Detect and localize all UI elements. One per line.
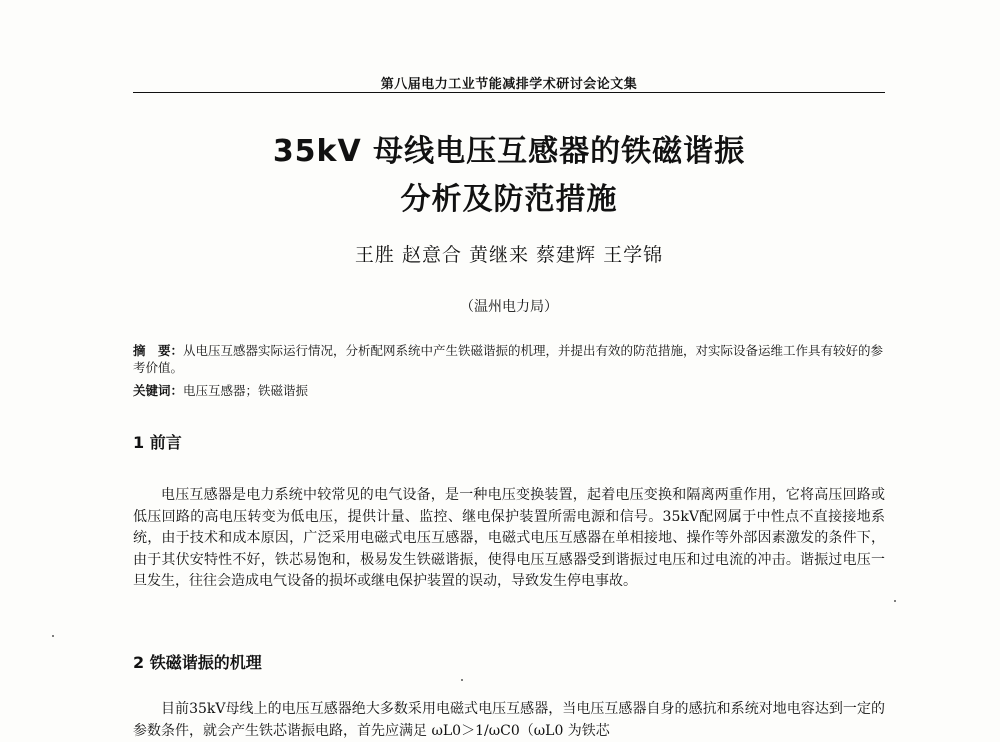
- section-paragraph-introduction: 电压互感器是电力系统中较常见的电气设备，是一种电压变换装置，起着电压变换和隔离两重作用，它将高压回路或低压回路的高电压转变为低电压，提供计量、监控、继电保护装置所需电源和信号。35kV配网属于中性点不直接接地系统，由于技术和成本原因，广泛采用电磁式电压互感器，电磁式电压互感器在单相接地、操作等外部因素激发的条件下，由于其伏安特性不好，铁芯易饱和，极易发生铁磁谐振，使得电压互感器受到谐振过电压和过电流的冲击。谐振过电压一旦发生，往往会造成电气设备的损坏或继电保护装置的误动，导致发生停电事故。: [133, 487, 885, 589]
- keywords-label: 关键词：: [133, 383, 184, 398]
- header-rule: [133, 92, 885, 93]
- affiliation: （温州电力局）: [460, 299, 558, 315]
- paper-title-line-2: 分析及防范措施: [400, 182, 618, 217]
- scan-speck: [461, 679, 463, 681]
- keywords-text: 电压互感器；铁磁谐振: [183, 383, 309, 398]
- abstract: [133, 342, 885, 376]
- section-heading-introduction: 1 前言: [133, 433, 182, 452]
- section-paragraph-mechanism: 目前35kV母线上的电压互感器绝大多数采用电磁式电压互感器，当电压互感器自身的感抗和系统对地电容达到一定的参数条件，就会产生铁芯谐振电路，首先应满足 ωL0＞1/ωC0（ωL0 为铁芯: [133, 701, 885, 739]
- authors: 王胜 赵意合 黄继来 蔡建辉 王学锦: [354, 244, 664, 266]
- keywords: [133, 382, 885, 399]
- running-header: 第八届电力工业节能减排学术研讨会论文集: [380, 77, 638, 92]
- scan-speck: [52, 635, 54, 637]
- abstract-text: 从电压互感器实际运行情况，分析配网系统中产生铁磁谐振的机理，并提出有效的防范措施，对实际设备运维工作具有较好的参考价值。: [133, 343, 884, 375]
- scan-speck: [894, 600, 896, 602]
- abstract-label: 摘 要：: [133, 343, 184, 358]
- section-heading-mechanism: 2 铁磁谐振的机理: [133, 653, 262, 672]
- paper-title-line-1: 35kV 母线电压互感器的铁磁谐振: [272, 134, 746, 169]
